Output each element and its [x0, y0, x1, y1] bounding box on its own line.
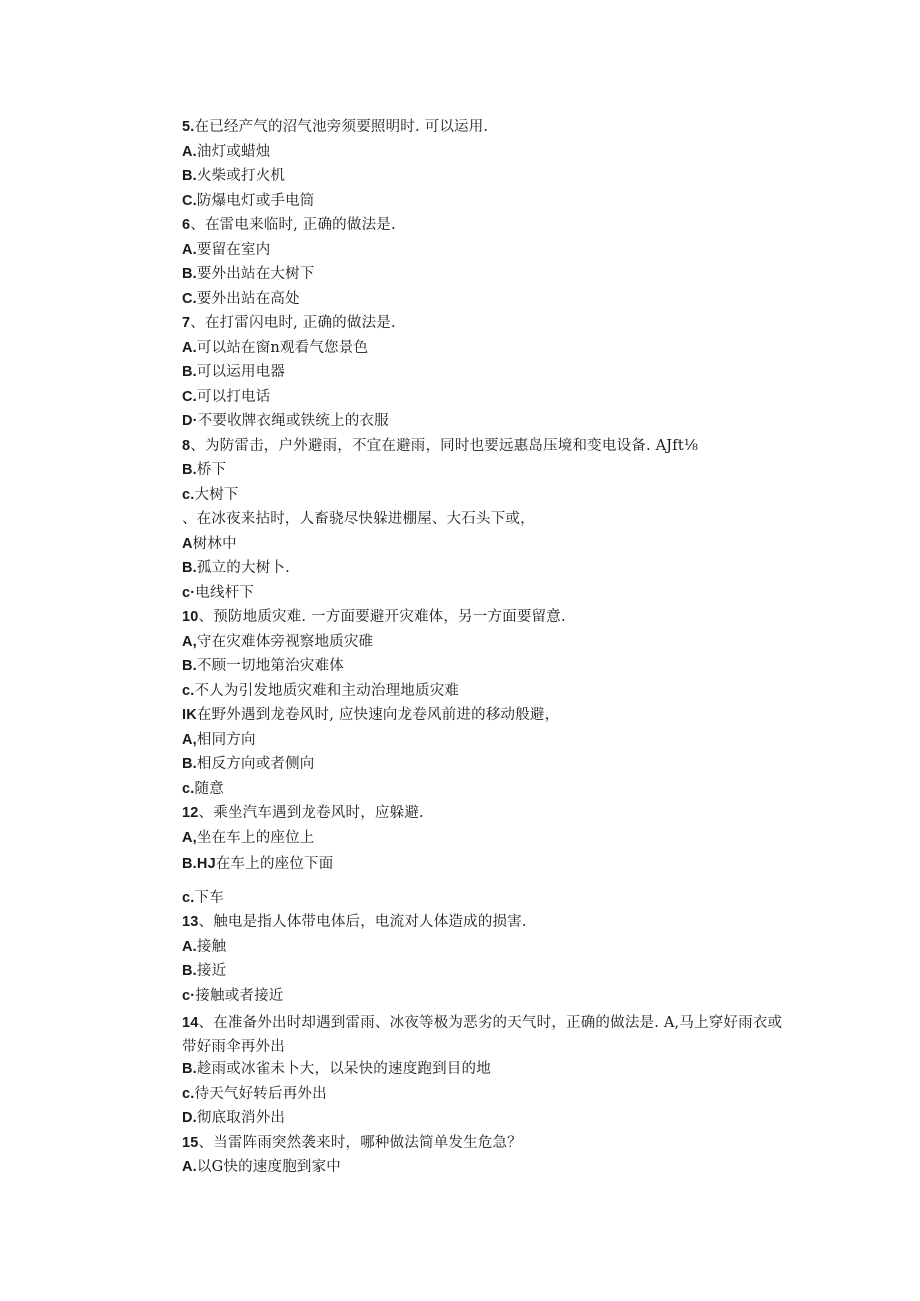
option-9b: B.孤立的大树卜. — [182, 560, 290, 576]
option-9a: A树林中 — [182, 536, 237, 552]
option-8b: B.桥下 — [182, 462, 227, 478]
option-14d: D.彻底取消外出 — [182, 1110, 286, 1126]
option-7d: D·不要收牌衣绳或铁统上的衣服 — [182, 413, 389, 429]
question-12: 12、乘坐汽车遇到龙卷风时，应躲避. — [182, 805, 424, 821]
question-5: 5.在已经产气的沼气池旁须要照明时. 可以运用. — [182, 119, 489, 135]
question-8: 8、为防雷击，户外避雨，不宜在避雨，同时也要远惠岛压境和变电设备. AJft⅛ — [182, 438, 699, 454]
question-7: 7、在打雷闪电时, 正确的做法是. — [182, 315, 396, 331]
option-13b: B.接近 — [182, 963, 227, 979]
option-14c: c.待天气好转后再外出 — [182, 1086, 327, 1102]
option-5a: A.油灯或蜡烛 — [182, 144, 271, 160]
option-7c: C.可以打电话 — [182, 389, 271, 405]
option-6b: B.要外出站在大树下 — [182, 266, 315, 282]
question-9: 、在冰夜来拈时，人畜骁尽快躲进棚屋、大石头下或， — [182, 511, 535, 527]
option-14b: B.趁雨或冰雀未卜大，以呆快的速度跑到目的地 — [182, 1061, 491, 1077]
option-7a: A.可以站在窗n观看气您景色 — [182, 340, 369, 356]
option-6a: A.要留在室内 — [182, 242, 271, 258]
option-12c: c.下车 — [182, 890, 224, 906]
option-12b: B.HJ在车上的座位下面 — [182, 856, 334, 872]
question-10: 10、预防地质灾难. 一方面要避开灾难体，另一方面要留意. — [182, 609, 566, 625]
option-5c: C.防爆电灯或手电筒 — [182, 193, 315, 209]
option-10c: c.不人为引发地质灾难和主动治理地质灾难 — [182, 683, 460, 699]
option-5b: B.火柴或打火机 — [182, 168, 286, 184]
option-11b: B.相反方向或者侧向 — [182, 756, 315, 772]
option-13c: c·接触或者接近 — [182, 988, 284, 1004]
question-14: 14、在准备外出时却遇到雷雨、冰夜等极为恶劣的天气时，正确的做法是. A,马上穿好雨衣或带好雨伞再外出 — [182, 1015, 783, 1055]
question-13: 13、触电是指人体带电体后，电流对人体造成的损害. — [182, 914, 527, 930]
option-11a: A,相同方向 — [182, 732, 256, 748]
option-9c: c·电线杆下 — [182, 585, 255, 601]
option-6c: C.要外出站在高处 — [182, 291, 300, 307]
option-11c: c.随意 — [182, 781, 224, 797]
option-7b: B.可以运用电器 — [182, 364, 286, 380]
option-13a: A.接触 — [182, 939, 227, 955]
question-15: 15、当雷阵雨突然袭来时，哪种做法简单发生危急？ — [182, 1135, 522, 1151]
option-10a: A,守在灾难体旁视察地质灾碓 — [182, 634, 374, 650]
question-11: IK在野外遇到龙卷风时, 应快速向龙卷风前进的移动般避， — [182, 707, 560, 723]
option-12a: A,坐在车上的座位上 — [182, 830, 315, 846]
option-10b: B.不顾一切地第治灾难体 — [182, 658, 344, 674]
question-6: 6、在雷电来临时, 正确的做法是. — [182, 217, 396, 233]
option-8c: c.大树下 — [182, 487, 239, 503]
option-15a: A.以G快的速度胞到家中 — [182, 1159, 341, 1175]
